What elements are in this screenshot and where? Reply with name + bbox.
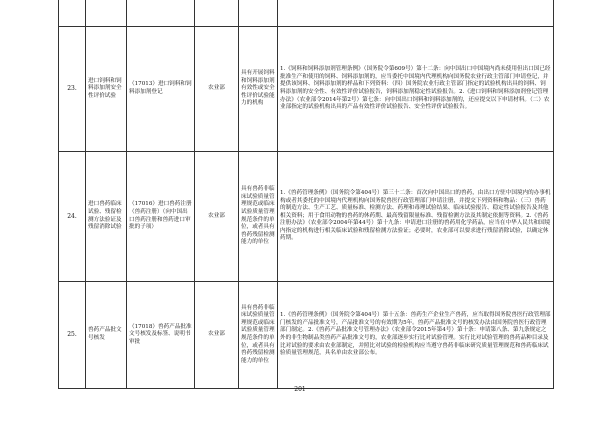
item-name: 进口兽药临床试验、残留检测方法验证及残留消除试验: [86, 152, 127, 282]
legal-basis: 1.《饲料和饲料添加剂管理条例》（国务院令第609号）第十二条：向中国出口中国境内尚未使用但出口国已经批准生产和使用的饲料、饲料添加剂的，应当委托中国境内代理机构向国务院农业行政主管部门申请登记，并提供该饲料、饲料添加剂的样品和下列资料：（四）国务院农业行政主管部门指定的试验机构出具的饲料、饲料添加剂的安全性、有效性评价试验报告，饲料添加剂稳定性试验报告。2.《进口饲料和饲料添加剂登记管理办法》（农业部令2014年第2号）第七条：向中国出口饲料和饲料添加剂的，还应提交以下申请材料。（二）农业部指定的试验机构出具的产品有效性评价试验报告、安全性评价试验报告。: [278, 27, 554, 152]
table-row: [59, 27, 554, 152]
row-number: [59, 0, 86, 27]
legal-basis: 1.《兽药管理条例》（国务院令第404号）第十五条：兽药生产企业生产兽药，应当取得国务院兽医行政管理部门核发的产品批准文号，产品批准文号的有效期为5年。兽药产品批准文号的核发办法由国务院兽医行政管理部门制定。2.《兽药产品批准文号管理办法》（农业部令2015年第4号）第十条：申请第八条、第九条规定之外的非生物制品类兽药产品批准文号的，农业部逐步实行比对试验管理。实行比对试验管理的兽药品种目录及比对试验的要求由农业部制定，并照比对试验的检验机构应当遵守兽药非临床研究质量管理规范和兽药临床试验质量管理规范，具名单由农业部公布。: [278, 282, 554, 389]
document-table: [58, 0, 554, 389]
item-code-name: （17016）进口兽药注册（兽药注册）（向中国出口兽药注册和兽药进口审批的子项）: [127, 152, 195, 282]
row-number: 25.: [59, 282, 86, 389]
table-row-continued: [59, 0, 554, 27]
item-code-name: （17018）兽药产品批准文号核发及标签、说明书审批: [127, 282, 195, 389]
row-number: 23.: [59, 27, 86, 152]
item-name: 进口饲料和饲料添加剂安全性评价试验: [86, 27, 127, 152]
item-name: [86, 0, 127, 27]
condition: 具有兽药非临床试验质量管理规范或临床试验质量管理规范条件的单位，或者具有兽药残留检测能力的单位: [239, 152, 278, 282]
table-row: [59, 152, 554, 282]
department: [195, 0, 239, 27]
legal-basis: 1.《兽药管理条例》（国务院令第404号）第三十二条：首次向中国出口的兽药，由出口方驻中国境内的办事机构或者其委托的中国境内代理机构向国务院兽医行政管理部门申请注册，并提交下列资料和物品：（三）兽药的制造方法、生产工艺、质量标准、检测方法、药理和毒理试验结果、临床试验报告、稳定性试验报告及其他相关资料；用于食用动物的兽药的休药期、最高残留限量标准、残留检测方法及其制定依据等资料。2.《兽药注册办法》（农业部令2004年第44号）第十九条：申请进口注册的兽药用化学药品，应当在中华人民共和国境内指定的机构进行相关临床试验和残留检测方法验证；必要时，农业部可以要求进行残留消除试验，以确定休药期。: [278, 152, 554, 282]
condition: 具有开展饲料和饲料添加剂有效性或安全性评价试验能力的机构: [239, 27, 278, 152]
table-row: [59, 282, 554, 389]
condition: 具有兽药非临床试验质量管理规范或临床试验质量管理规范条件的单位，或者具有兽药残留检测能力的单位: [239, 282, 278, 389]
legal-basis: [278, 0, 554, 27]
page-number: 201: [294, 386, 306, 393]
row-number: 24.: [59, 152, 86, 282]
department: 农业部: [195, 152, 239, 282]
item-name: 兽药产品批文号核发: [86, 282, 127, 389]
department: 农业部: [195, 27, 239, 152]
department: 农业部: [195, 282, 239, 389]
condition: [239, 0, 278, 27]
item-code-name: [127, 0, 195, 27]
item-code-name: （17013）进口饲料和饲料添加剂登记: [127, 27, 195, 152]
